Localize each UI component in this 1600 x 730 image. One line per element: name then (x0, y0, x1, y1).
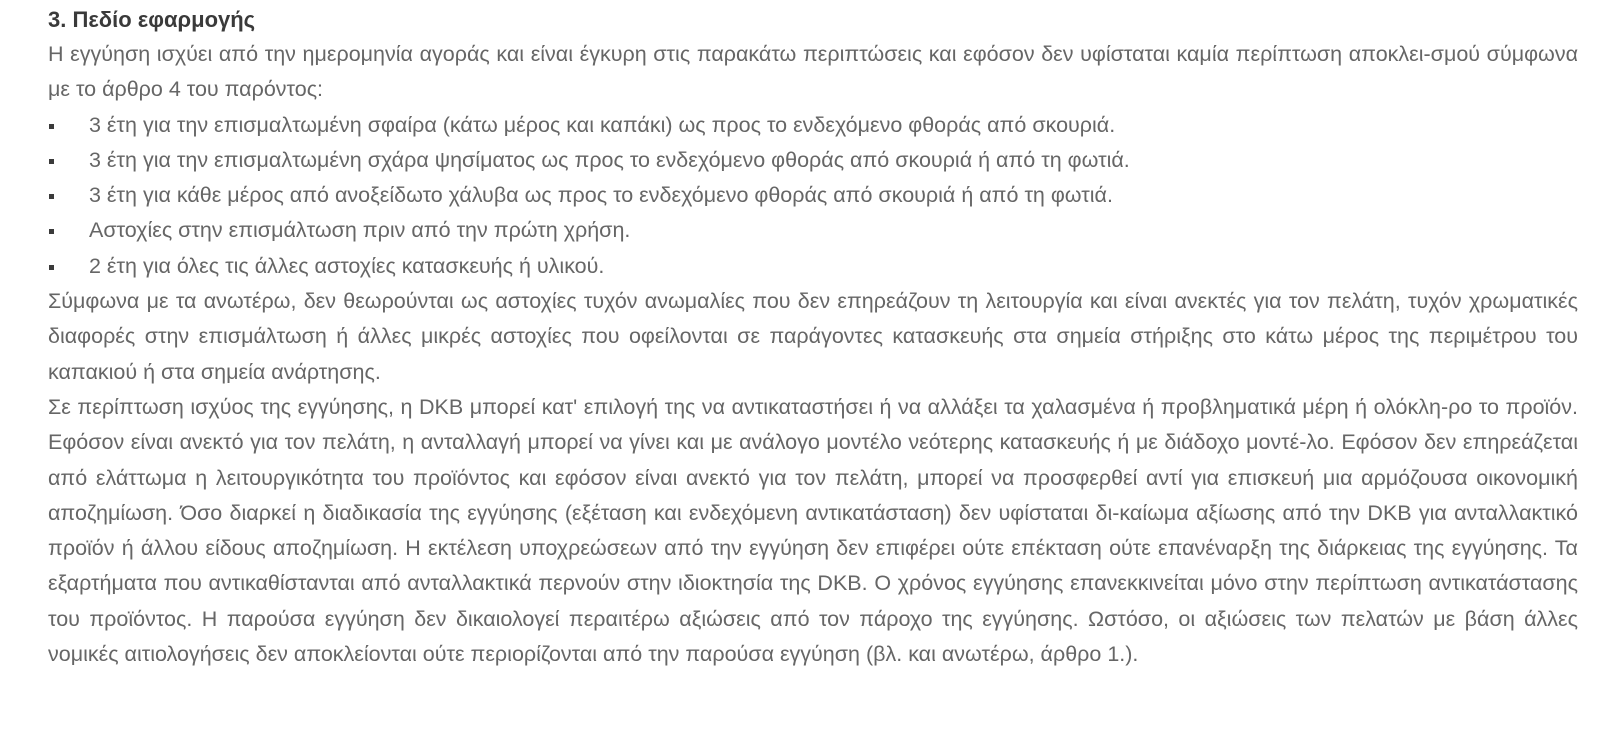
list-item (48, 178, 1578, 213)
section-heading: 3. Πεδίο εφαρμογής (48, 7, 256, 32)
warranty-terms-paragraph: Σε περίπτωση ισχύος της εγγύησης, η DKB μπορεί κατ' επιλογή της να αντικαταστήσει ή να αλλάξει τα χαλασμένα ή προβληματικά μέρη ή ολόκλη-ρο το προϊόν. Εφόσον είναι ανεκτό για τον πελάτη, η ανταλλαγή μπορεί να γίνει και με ανάλογο μοντέλο νεότερης κατασκευής ή με διάδοχο μοντέ-λο. Εφόσον δεν επηρεάζεται από ελάττωμα η λειτουργικότητα του προϊόντος και εφόσον είναι ανεκτό για τον πελάτη, μπορεί να προσφερθεί αντί για επισκευή μια αρμόζουσα οικονομική αποζημίωση. Όσο διαρκεί η διαδικασία της εγγύησης (εξέταση και ενδεχόμενη αντικατάσταση) δεν υφίσταται δι-καίωμα αξίωσης από την DKB για ανταλλακτικό προϊόν ή άλλου είδους αποζημίωση. Η εκτέλεση υποχρεώσεων από την εγγύηση δεν επιφέρει ούτε επέκταση ούτε επανέναρξη της διάρκειας της εγγύησης. Τα εξαρτήματα που αντικαθίστανται από ανταλλακτικά περνούν στην ιδιοκτησία της DKB. Ο χρόνος εγγύησης επανεκκινείται μόνο στην περίπτωση αντικατάστασης του προϊόντος. Η παρούσα εγγύηση δεν δικαιολογεί περαιτέρω αξιώσεις από τον πάροχο της εγγύησης. Ωστόσο, οι αξιώσεις των πελατών με βάση άλλες νομικές αιτιολογήσεις δεν αποκλείονται ούτε περιορίζονται από την παρούσα εγγύηση (βλ. και ανωτέρω, άρθρο 1.). (48, 394, 1578, 667)
list-item-text: Αστοχίες στην επισμάλτωση πριν από την πρώτη χρήση. (89, 218, 631, 243)
document-page (48, 2, 1578, 672)
list-item (48, 143, 1578, 178)
exclusions-paragraph: Σύμφωνα με τα ανωτέρω, δεν θεωρούνται ως αστοχίες τυχόν ανωμαλίες που δεν επηρεάζουν τη λειτουργία και είναι ανεκτές για τον πελάτη, τυχόν χρωματικές διαφορές στην επισμάλτωση ή άλλες μικρές αστοχίες που οφείλονται σε παράγοντες κατασκευής στα σημεία στήριξης στο κάτω μέρος της περιμέτρου του καπακιού ή στα σημεία ανάρτησης. (48, 289, 1578, 384)
list-item-text: 3 έτη για την επισμαλτωμένη σφαίρα (κάτω μέρος και καπάκι) ως προς το ενδεχόμενο φθοράς από σκουριά. (89, 112, 1116, 137)
intro-paragraph: Η εγγύηση ισχύει από την ημερομηνία αγοράς και είναι έγκυρη στις παρακάτω περιπτώσεις και εφόσον δεν υφίσταται καμία περίπτωση αποκλει-σμού σύμφωνα με το άρθρο 4 του παρόντος: (48, 42, 1578, 102)
list-item (48, 249, 1578, 284)
list-item-text: 3 έτη για κάθε μέρος από ανοξείδωτο χάλυβα ως προς το ενδεχόμενο φθοράς από σκουριά ή από τη φωτιά. (89, 183, 1113, 208)
list-item-text: 2 έτη για όλες τις άλλες αστοχίες κατασκευής ή υλικού. (89, 253, 605, 278)
list-item (48, 108, 1578, 143)
list-item-text: 3 έτη για την επισμαλτωμένη σχάρα ψησίματος ως προς το ενδεχόμενο φθοράς από σκουριά ή από τη φωτιά. (89, 147, 1130, 172)
coverage-list (48, 108, 1578, 284)
list-item (48, 213, 1578, 248)
